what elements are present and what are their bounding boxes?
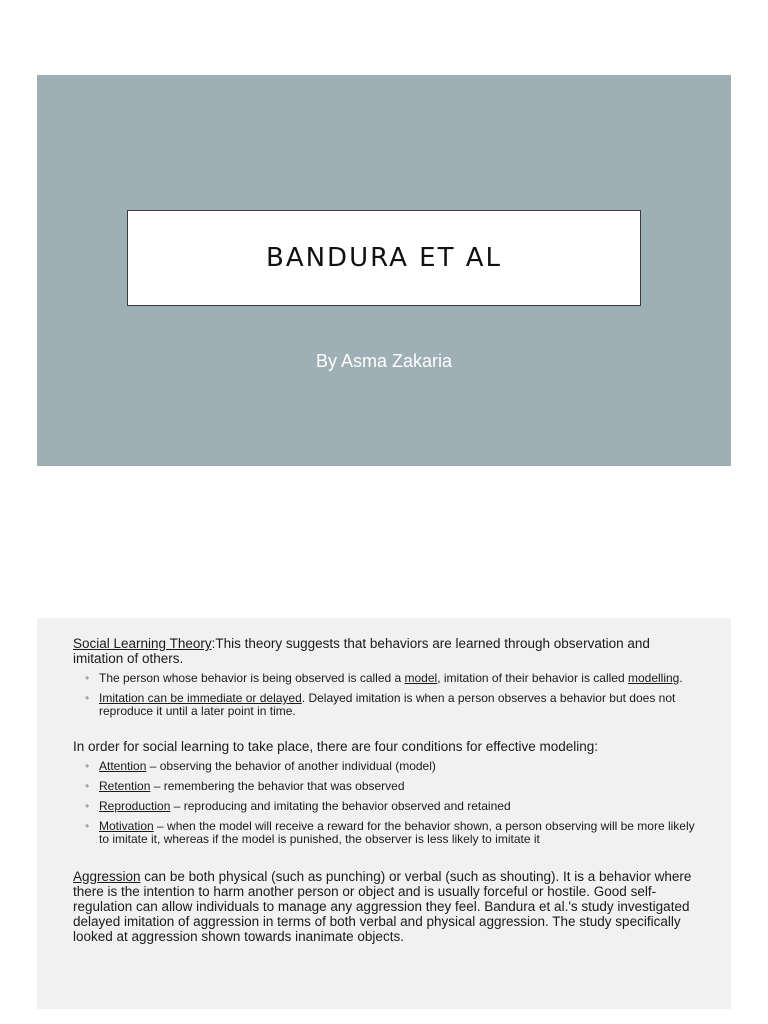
aggression-text: can be both physical (such as punching) or verbal (such as shouting). It is a behavior where there is the intention to harm another person or object and is usually forceful or hostile. Good self-regulation can allow individuals to manage any aggression they feel. Bandura et al.'s study investigated delayed imitation of aggression in terms of both verbal and physical aggression. The study specifically looked at aggression shown towards inanimate objects. [73, 869, 692, 944]
bullet-text: . [679, 671, 683, 685]
aggression-paragraph [73, 869, 703, 944]
bullet-icon: • [85, 779, 90, 793]
term-imitation: Imitation can be immediate or delayed [99, 691, 302, 705]
term-motivation: Motivation [99, 819, 154, 833]
title-box [127, 210, 641, 306]
bullet-icon: • [85, 799, 90, 813]
term-aggression: Aggression [73, 869, 141, 884]
bullet-text: – remembering the behavior that was observed [150, 779, 405, 793]
list-item [85, 780, 703, 793]
slide-title: BANDURA ET AL [265, 243, 503, 273]
byline: By Asma Zakaria [315, 351, 453, 371]
title-slide [37, 75, 731, 466]
bullet-text: The person whose behavior is being observed is called a [99, 671, 405, 685]
intro-text: :This theory suggests that behaviors are learned through observation and imitation of others. [73, 636, 650, 666]
conditions-intro: In order for social learning to take place, there are four conditions for effective modeling: [73, 739, 599, 754]
term-modelling: modelling [627, 671, 680, 685]
bullet-icon: • [85, 819, 90, 833]
bullet-text: – reproducing and imitating the behavior observed and retained [170, 799, 511, 813]
bullet-text: . Delayed imitation is when a person observes a behavior but does not reproduce it until a later point in time. [99, 691, 676, 718]
bullet-icon: • [85, 759, 90, 773]
list-item [85, 820, 703, 846]
bullet-text: – when the model will receive a reward for the behavior shown, a person observing will be more likely to imitate it, whereas if the model is punished, the observer is less likely to imitate it [99, 819, 695, 846]
list-item [85, 692, 703, 718]
list-item [85, 672, 703, 685]
content-slide [37, 618, 731, 1009]
term-attention: Attention [99, 759, 147, 773]
slide-content [73, 636, 703, 944]
list-item [85, 760, 703, 773]
term-model: model [404, 671, 438, 685]
bullet-text: , imitation of their behavior is called [437, 671, 628, 685]
bullet-text: – observing the behavior of another individual (model) [146, 759, 436, 773]
list-item [85, 800, 703, 813]
term-retention: Retention [99, 779, 151, 793]
term-reproduction: Reproduction [99, 799, 171, 813]
conditions-list [85, 760, 703, 846]
bullet-icon: • [85, 671, 90, 685]
intro-bullet-list [85, 672, 703, 718]
intro-paragraph [73, 636, 703, 666]
bullet-icon: • [85, 691, 90, 705]
term-social-learning-theory: Social Learning Theory [73, 636, 212, 651]
